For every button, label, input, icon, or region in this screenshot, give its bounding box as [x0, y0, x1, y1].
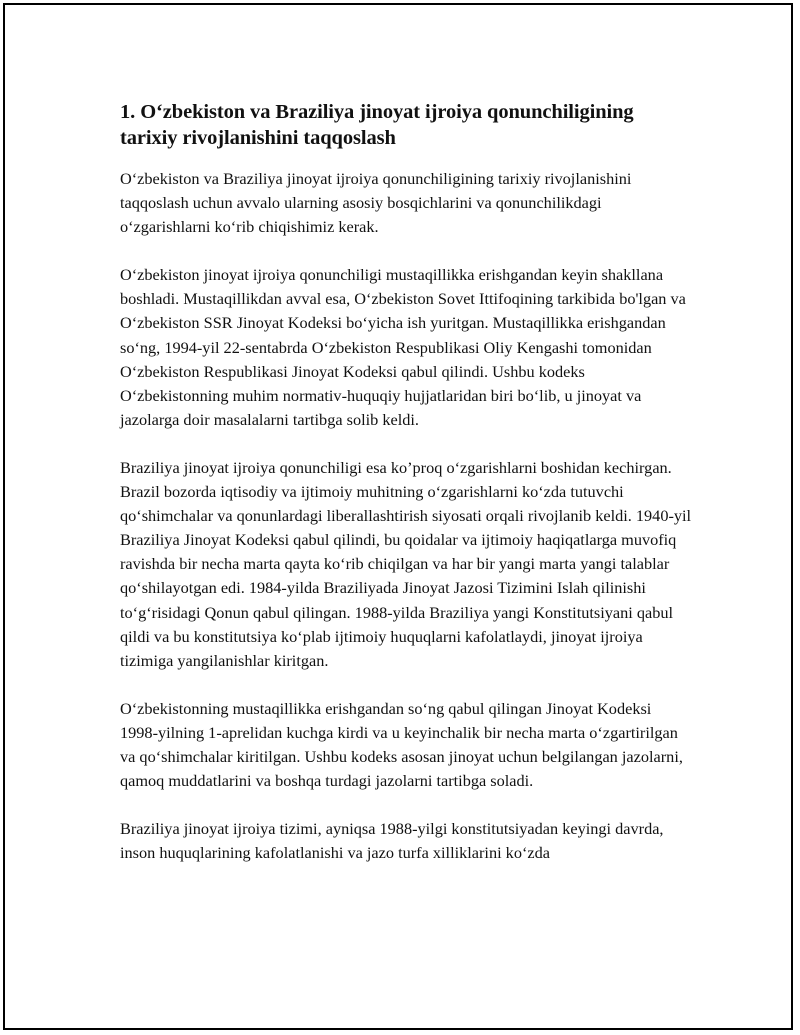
- paragraph-uzbekistan-code-1998: O‘zbekistonning mustaqillikka erishgandan so‘ng qabul qilingan Jinoyat Kodeksi 1998-yilning 1-aprelidan kuchga kirdi va u keyinchalik bir necha marta o‘zgartirilgan va qo‘shimchalar kiritilgan. Ushbu kodeks asosan jinoyat uchun belgilangan jazolarni, qamoq muddatlarini va boshqa turdagi jazolarni tartibga soladi.: [120, 698, 683, 791]
- paragraph-brazil-history: Braziliya jinoyat ijroiya qonunchiligi esa ko’proq o‘zgarishlarni boshidan kechirgan. Brazil bozorda iqtisodiy va ijtimoiy muhitning o‘zgarishlarni ko‘zda tutuvchi qo‘shimchalar va qonunlardagi liberallashtirish siyosati orqali rivojlanib keldi. 1940-yil Braziliya Jinoyat Kodeksi qabul qilindi, bu qoidalar va ijtimoiy haqiqatlarga muvofiq ravishda bir necha marta qayta ko‘rib chiqilgan va har bir yangi marta yangi talablar qo‘shilayotgan edi. 1984-yilda Braziliyada Jinoyat Jazosi Tizimini Islah qilinishi to‘g‘risidagi Qonun qabul qilingan. 1988-yilda Braziliya yangi Konstitutsiyani qabul qildi va bu konstitutsiya ko‘plab ijtimoiy huquqlarni kafolatlaydi, jinoyat ijroiya tizimiga yangilanishlar kiritgan.: [120, 457, 692, 670]
- paragraph-uzbekistan-history: O‘zbekiston jinoyat ijroiya qonunchiligi mustaqillikka erishgandan keyin shakllana boshladi. Mustaqillikdan avval esa, O‘zbekiston Sovet Ittifoqining tarkibida bo'lgan va O‘zbekiston SSR Jinoyat Kodeksi bo‘yicha ish yuritgan. Mustaqillikka erishgandan so‘ng, 1994-yil 22-sentabrda O‘zbekiston Respublikasi Oliy Kengashi tomonidan O‘zbekiston Respublikasi Jinoyat Kodeksi qabul qilindi. Ushbu kodeks O‘zbekistonning muhim normativ-huquqiy hujjatlaridan biri bo‘lib, u jinoyat va jazolarga doir masalalarni tartibga solib keldi.: [120, 265, 686, 429]
- paragraph-intro: O‘zbekiston va Braziliya jinoyat ijroiya qonunchiligining tarixiy rivojlanishini taqqoslash uchun avvalo ularning asosiy bosqichlarini va qonunchilikdagi o‘zgarishlarni ko‘rib chiqishimiz kerak.: [120, 169, 632, 237]
- page-frame: [3, 3, 793, 1030]
- section-heading: 1. O‘zbekiston va Braziliya jinoyat ijroiya qonunchiligining tarixiy rivojlanishini taqqoslash: [120, 101, 634, 149]
- paragraph-brazil-system: Braziliya jinoyat ijroiya tizimi, ayniqsa 1988-yilgi konstitutsiyadan keyingi davrda, inson huquqlarining kafolatlanishi va jazo turfa xilliklarini ko‘zda: [120, 819, 664, 863]
- document-body: [120, 99, 692, 889]
